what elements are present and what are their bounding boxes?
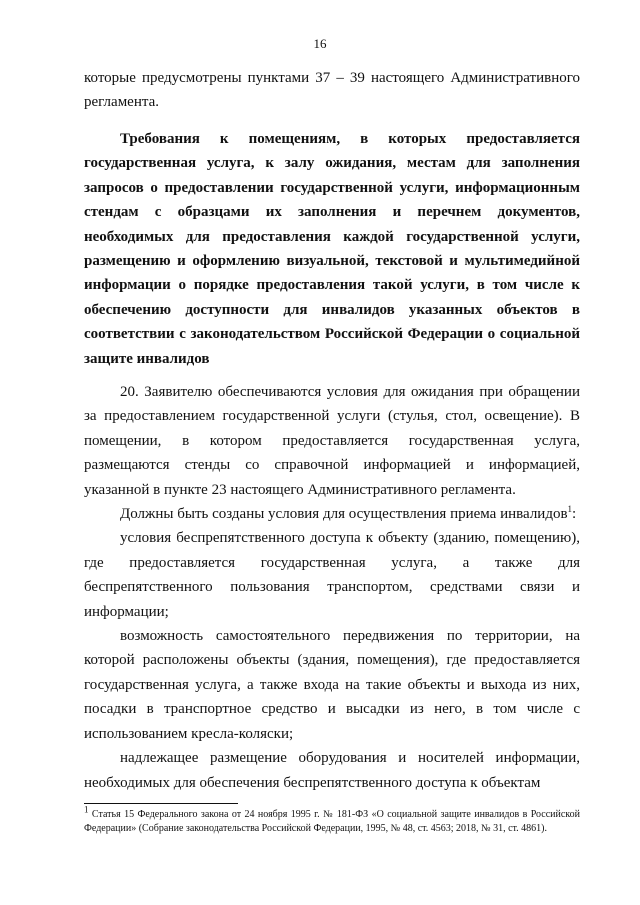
paragraph-conditions-intro [84,502,580,526]
paragraph-access-conditions: условия беспрепятственного доступа к объекту (зданию, помещению), где предоставляется государственная услуга, а также для беспрепятственного пользования транспортом, средствами связи и информации; [84,530,580,620]
footnote-marker: 1 [84,804,89,815]
conditions-intro-text: Должны быть созданы условия для осуществления приема инвалидов [120,506,568,523]
paragraph-equipment: надлежащее размещение оборудования и носителей информации, необходимых для обеспечения беспрепятственного доступа к объектам [84,750,580,791]
intro-block [84,66,580,115]
footnote [84,804,581,835]
footnote-text: Статья 15 Федерального закона от 24 ноября 1995 г. № 181-ФЗ «О социальной защите инвалидов в Российской Федерации» (Собрание законодательства Российской Федерации, 1995, № 48, ст. 4563; 2018, № 31, ст. 4861). [84,809,581,834]
main-text [84,380,580,795]
intro-paragraph: которые предусмотрены пунктами 37 – 39 настоящего Административного регламента. [84,70,580,111]
paragraph-movement: возможность самостоятельного передвижения по территории, на которой расположены объекты (здания, помещения), где предоставляется государственная услуга, а также входа на такие объекты и выхода из них, посадки в транспортное средство и высадки из него, в том числе с использованием кресла-коляски; [84,628,580,742]
page-number: 16 [313,36,327,51]
section-heading: Требования к помещениям, в которых предоставляется государственная услуга, к залу ожидания, местам для заполнения запросов о предоставлении государственной услуги, информационным стендам с образцами их заполнения и перечнем документов, необходимых для предоставления каждой государственной услуги, размещению и оформлению визуальной, текстовой и мультимедийной информации о порядке предоставления такой услуги, в том числе к обеспечению доступности для инвалидов указанных объектов в соответствии с законодательством Российской Федерации о социальной защите инвалидов [84,131,580,367]
paragraph-20: 20. Заявителю обеспечиваются условия для ожидания при обращении за предоставлением государственной услуги (стулья, стол, освещение). В помещении, в котором предоставляется государственная услуга, размещаются стенды со справочной информацией и информацией, указанной в пункте 23 настоящего Административного регламента. [84,384,580,498]
footnote-separator [84,803,238,804]
conditions-intro-colon: : [572,506,577,523]
footnote-reference: 1 [567,504,573,515]
